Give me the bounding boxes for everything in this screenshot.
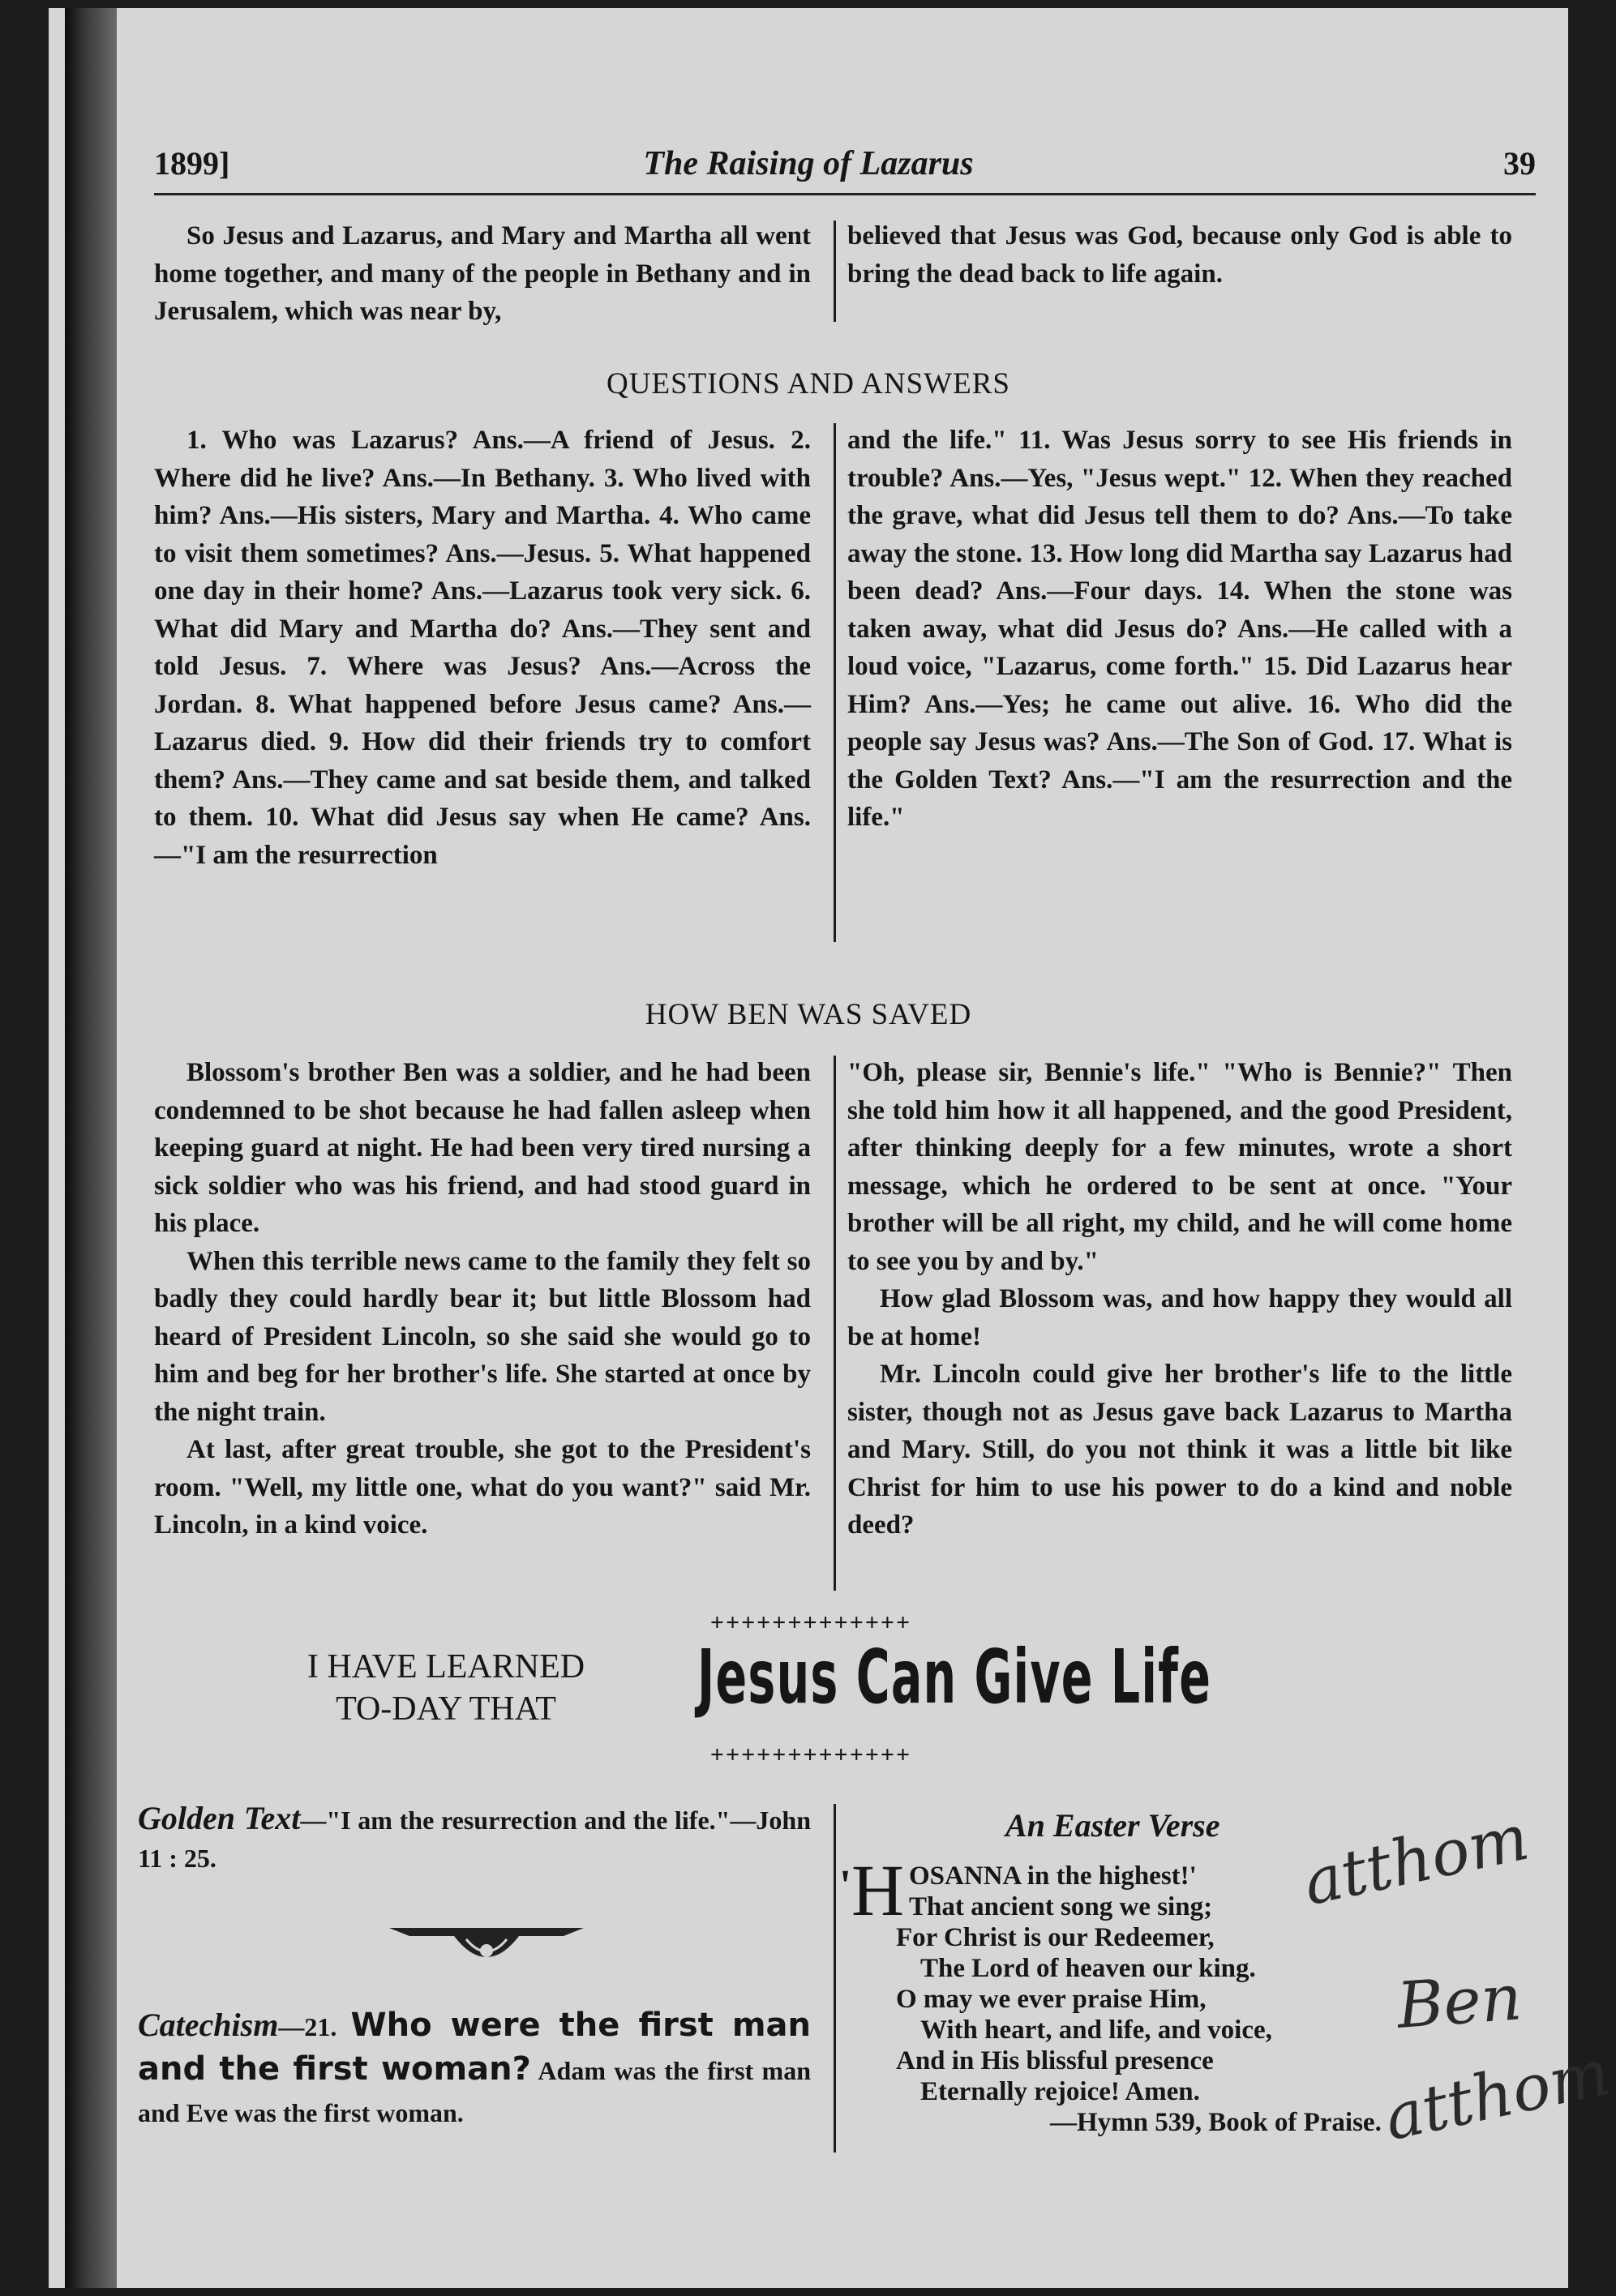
qa-right: and the life." 11. Was Jesus sorry to see His friends in trouble? Ans.—Yes, "Jesus wept." 12. When they reached the grave, what did Jesus tell them to do? Ans.—To take away the stone. 13. How long did Martha say Lazarus had been dead? Ans.—Four days. 14. When the stone was taken away, what did Jesus do? Ans.—He called with a loud voice, "Lazarus, come forth." 15. Did Lazarus hear Him? Ans.—Yes; he came out alive. 16. Who did the people say Jesus was? Ans.—The Son of God. 17. What is the Golden Text? Ans.—"I am the resurrection and the life." [847,426,1512,832]
book-spine-shadow [65,8,117,2288]
handwritten-note: atthom [1297,1801,1535,1921]
easter-verse: ' H OSANNA in the highest!' That ancient song we sing; For Christ is our Redeemer, The Lord of heaven our king. O may we ever praise Him, With heart, and life, and voice, And in His blissful presence Eternally rejoice! Amen. —Hymn 539, Book of Praise. [839,1851,1382,2137]
column-divider [834,423,836,942]
qa-left: 1. Who was Lazarus? Ans.—A friend of Jesus. 2. Where did he live? Ans.—In Bethany. 3. Who lived with him? Ans.—His sisters, Mary and Martha. 4. Who came to visit them sometimes? Ans.—Jesus. 5. What happened one day in their home? Ans.—Lazarus took very sick. 6. What did Mary and Martha do? Ans.—They sent and told Jesus. 7. Where was Jesus? Ans.—Across the Jordan. 8. What happened before Jesus came? Ans.—Lazarus died. 9. How did their friends try to comfort them? Ans.—They came and sat beside them, and talked to them. 10. What did Jesus say when He came? Ans. —"I am the resurrection [154,426,811,870]
easter-verse-title: An Easter Verse [1005,1807,1220,1844]
handwritten-note: Ben [1395,1961,1524,2043]
golden-text-body: —"I am the resurrection and the life."—John 11 : 25. [138,1806,811,1873]
scanned-page [49,8,1616,2288]
catechism-answer: Adam was the first man and Eve was the first woman. [138,2056,811,2127]
page-number: 39 [1503,145,1536,182]
golden-text-label: Golden Text [138,1800,301,1836]
header-title: The Raising of Lazarus [643,145,974,182]
story-title: HOW BEN WAS SAVED [645,998,972,1031]
column-divider [834,221,836,322]
catechism: Catechism—21. Who were the first man and the first woman? Adam was the first man and Eve was the first woman. [138,2007,811,2127]
intro-right: believed that Jesus was God, because only God is able to bring the dead back to life again. [847,221,1512,289]
decorative-ornament [389,1921,584,1978]
catechism-question: Who were the first man and the first woman? [138,2007,811,2088]
ornament-bottom: +++++++++++++ [709,1741,912,1768]
story-left: Blossom's brother Ben was a soldier, and he had been condemned to be shot because he had fallen asleep when keeping guard at night. He had been very tired nursing a sick soldier who was his friend, and had stood guard in his place. When this terrible news came to the family they felt so badly they could hardly bear it; but little Blossom had heard of President Lincoln, so she said she would go to him and beg for her brother's life. She started at once by the night train. At last, after great trouble, she got to the President's room. "Well, my little one, what do you want?" said Mr. Lincoln, in a kind voice. [154,1058,811,1540]
handwritten-note: atthom [1378,2036,1616,2156]
column-divider [834,1056,836,1591]
column-divider [834,1804,836,2152]
header-year: 1899] [154,145,230,182]
header-rule [154,193,1536,195]
ornament-top: +++++++++++++ [709,1609,912,1636]
intro-left: So Jesus and Lazarus, and Mary and Martha all went home together, and many of the people in Bethany and in Jerusalem, which was near by, [154,221,811,326]
learned-label: I HAVE LEARNED TO-DAY THAT [306,1648,585,1728]
drop-cap: H [851,1851,905,1931]
lesson-headline: Jesus Can Give Life [697,1634,1212,1720]
catechism-label: Catechism [138,2007,279,2043]
golden-text [138,1800,811,1877]
story-right: "Oh, please sir, Bennie's life." "Who is Bennie?" Then she told him how it all happened, and the good President, after thinking deeply for a few minutes, wrote a short message, which he ordered to be sent at once. "Your brother will be all right, my child, and he will come home to see you by and by." How glad Blossom was, and how happy they would all be at home! Mr. Lincoln could give her brother's life to the little sister, though not as Jesus gave back Lazarus to Martha and Mary. Still, do you not think it was a little bit like Christ for him to use his power to do a kind and noble deed? [847,1058,1512,1540]
qa-title: QUESTIONS AND ANSWERS [607,367,1010,401]
